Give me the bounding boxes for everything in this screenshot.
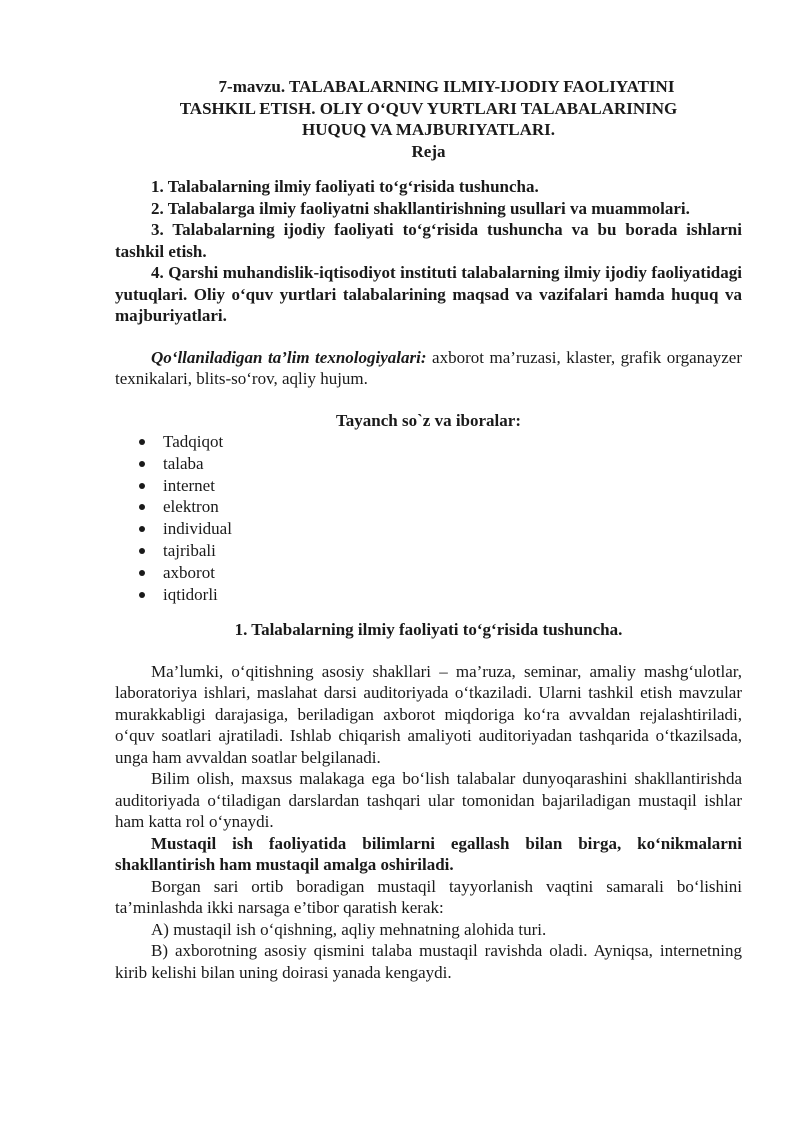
bullet-icon: [139, 439, 145, 445]
section-heading: 1. Talabalarning ilmiy faoliyati to‘g‘risida tushuncha.: [234, 620, 623, 640]
title-line-2: TASHKIL ETISH. OLIY O‘QUV YURTLARI TALABALARINING: [179, 98, 678, 118]
technologies-label: Qo‘llaniladigan ta’lim texnologiyalari:: [151, 347, 427, 367]
bullet-icon: [139, 592, 145, 598]
title-line-1: 7-mavzu. TALABALARNING ILMIY-IJODIY FAOLIYATINI: [218, 77, 675, 96]
title-line-3: HUQUQ VA MAJBURIYATLARI.: [302, 120, 555, 139]
paragraph-2: Bilim olish, maxsus malakaga ega bo‘lish talabalar dunyoqarashini shakllantirishda auditoriyada o‘tiladigan darslardan tashqari ular tomonidan bajariladigan mustaqil ishlar ham katta rol o‘ynaydi.: [115, 769, 742, 832]
bullet-icon: [139, 504, 145, 510]
paragraph-4: Borgan sari ortib boradigan mustaqil tayyorlanish vaqtini samarali bo‘lishini ta’minlashda ikki narsaga e’tibor qaratish kerak:: [115, 876, 742, 918]
document-page: [115, 76, 742, 983]
keyword-item: axborot: [137, 562, 742, 584]
keyword-item: iqtidorli: [137, 584, 742, 606]
keyword-item: Tadqiqot: [137, 431, 742, 453]
plan-item-1: 1. Talabalarning ilmiy faoliyati to‘g‘risida tushuncha.: [151, 177, 539, 196]
paragraph-5: A) mustaqil ish o‘qishning, aqliy mehnatning alohida turi.: [151, 919, 547, 939]
keyword-item: elektron: [137, 496, 742, 518]
plan-item-4: 4. Qarshi muhandislik-iqtisodiyot instituti talabalarning ilmiy ijodiy faoliyatidagi yutuqlari. Oliy o‘quv yurtlari talabalarining maqsad va vazifalari hamda huquq va majburiyatlari.: [115, 263, 742, 325]
paragraph-3: Mustaqil ish faoliyatida bilimlarni egallash bilan birga, ko‘nikmalarni shakllantirish ham mustaqil amalga oshiriladi.: [115, 833, 742, 875]
plan-item-2: 2. Talabalarga ilmiy faoliyatni shakllantirishning usullari va muammolari.: [151, 198, 690, 218]
bullet-icon: [139, 548, 145, 554]
reja-heading: Reja: [411, 141, 446, 161]
bullet-icon: [139, 483, 145, 489]
bullet-icon: [139, 526, 145, 532]
keyword-item: tajribali: [137, 540, 742, 562]
bullet-icon: [139, 461, 145, 467]
plan-item-3: 3. Talabalarning ijodiy faoliyati to‘g‘risida tushuncha va bu borada ishlarni tashkil etish.: [115, 220, 742, 261]
keywords-heading: Tayanch so`z va iboralar:: [336, 410, 521, 430]
topic-title: [115, 76, 742, 141]
plan-list: [115, 176, 742, 327]
paragraph-1: Ma’lumki, o‘qitishning asosiy shakllari – ma’ruza, seminar, amaliy mashg‘ulotlar, laboratoriya ishlari, maslahat darsi auditoriyada o‘tkaziladi. Ularni tashkil etish mavzular murakkabligi darajasiga, beriladigan axborot miqdoriga ko‘ra avvaldan rejalashtiriladi, o‘quv soatlari ajratiladi. Ishlab chiqarish amaliyoti auditoriyadan tashqarida o‘tkazilsada, unga ham avvaldan soatlar belgilanadi.: [115, 661, 742, 767]
keyword-item: talaba: [137, 453, 742, 475]
keywords-list: [115, 431, 742, 605]
technologies-text: axborot ma’ruzasi, klaster, grafik organayzer texnikalari, blits-so‘rov, aqliy hujum.: [115, 347, 742, 388]
bullet-icon: [139, 570, 145, 576]
technologies-paragraph: [115, 347, 742, 390]
paragraph-6: B) axborotning asosiy qismini talaba mustaqil ravishda oladi. Ayniqsa, internetning kirib kelishi bilan uning doirasi yanada kengaydi.: [115, 941, 742, 982]
keyword-item: internet: [137, 475, 742, 497]
keyword-item: individual: [137, 518, 742, 540]
